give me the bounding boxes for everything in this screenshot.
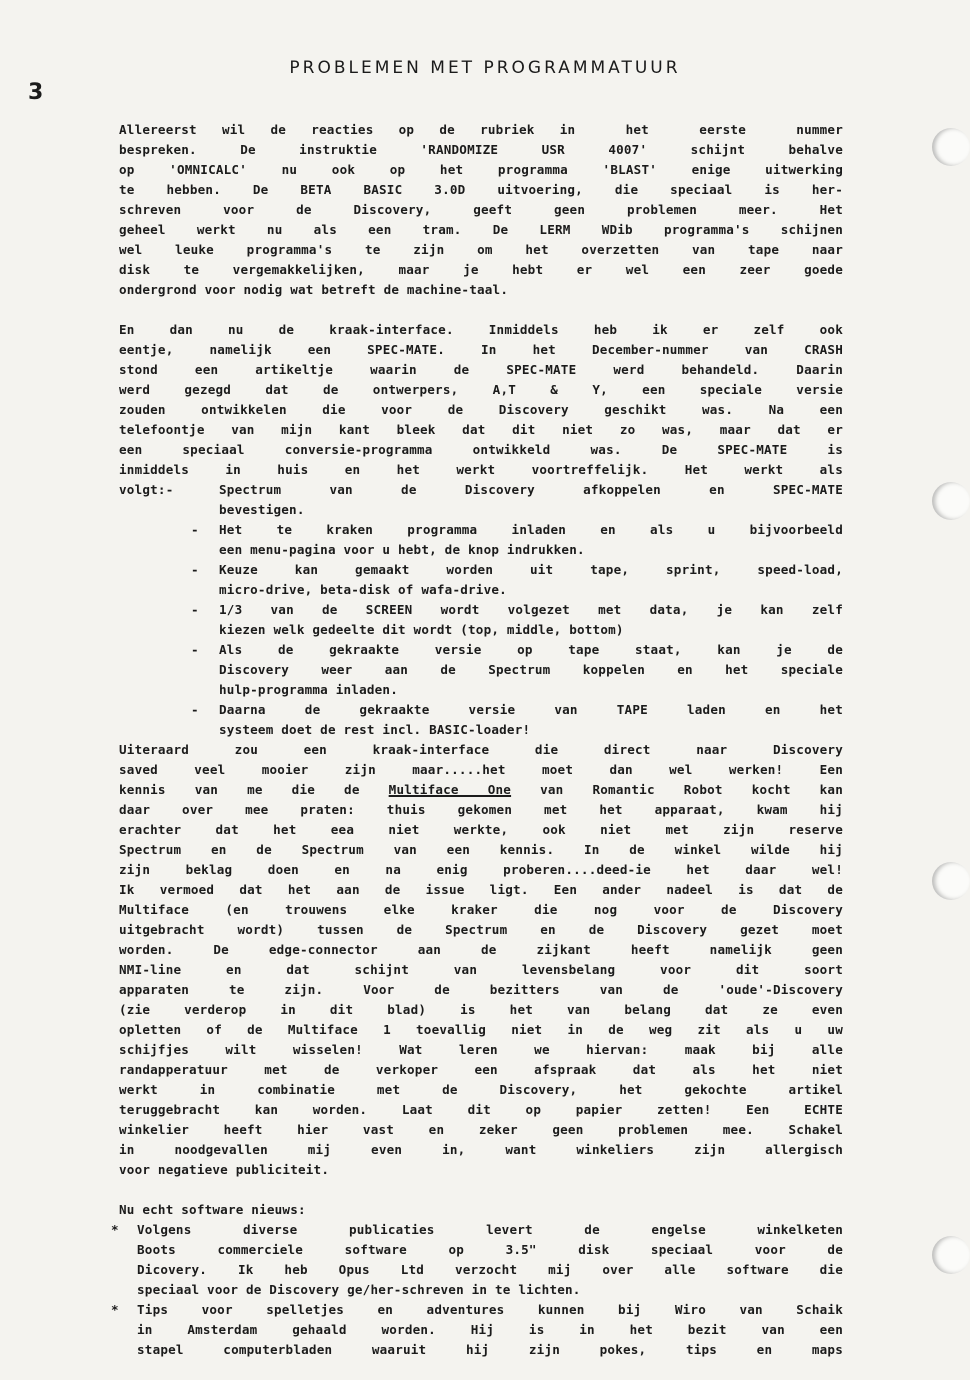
list-item bbox=[119, 700, 843, 740]
text-line: Dicovery. Ik heb Opus Ltd verzocht mij over alle software die bbox=[137, 1262, 843, 1277]
text-line: bespreken. De instruktie 'RANDOMIZE USR 4007' schijnt behalve bbox=[119, 142, 843, 157]
text-line: werd gezegd dat de ontwerpers, A,T & Y, een speciale versie bbox=[119, 382, 843, 397]
list-item bbox=[119, 520, 843, 560]
text-line: te hebben. De BETA BASIC 3.0D uitvoering, die speciaal is her- bbox=[119, 182, 843, 197]
text-line: Uiteraard zou een kraak-interface die direct naar Discovery bbox=[119, 742, 843, 757]
text-line: saved veel mooier zijn maar.....het moet dan wel werken! Een bbox=[119, 762, 843, 777]
text-line: En dan nu de kraak-interface. Inmiddels heb ik er zelf ook bbox=[119, 322, 843, 337]
text-line: geheel werkt nu als een tram. De LERM WDib programma's schijnen bbox=[119, 222, 843, 237]
text-line: Het te kraken programma inladen en als u bijvoorbeeld bbox=[219, 522, 843, 537]
text-line: NMI-line en dat schijnt van levensbelang voor dit soort bbox=[119, 962, 843, 977]
text-line: voor negatieve publiciteit. bbox=[119, 1162, 330, 1177]
list-item bbox=[119, 600, 843, 640]
text-line: hulp-programma inladen. bbox=[219, 682, 398, 697]
text-line: (zie verderop in dit blad) is het van belang dat ze even bbox=[119, 1002, 843, 1017]
text-line: 1/3 van de SCREEN wordt volgezet met data, je kan zelf bbox=[219, 602, 843, 617]
text-line: disk te vergemakkelijken, maar je hebt er wel een zeer goede bbox=[119, 262, 843, 277]
page-number: 3 bbox=[28, 80, 44, 105]
punch-hole-middle bbox=[932, 482, 970, 520]
text-line: Tips voor spelletjes en adventures kunnen bij Wiro van Schaik bbox=[137, 1302, 843, 1317]
text-line: worden. De edge-connector aan de zijkant heeft namelijk geen bbox=[119, 942, 843, 957]
underlined-product-name: Multiface One bbox=[388, 782, 512, 797]
text-line: uitgebracht wordt) tussen de Spectrum en de Discovery gezet moet bbox=[119, 922, 843, 937]
dash-marker: - bbox=[191, 642, 199, 657]
text-line: Volgens diverse publicaties levert de engelse winkelketen bbox=[137, 1222, 843, 1237]
text-line: erachter dat het eea niet werkte, ook niet met zijn reserve bbox=[119, 822, 843, 837]
bullet-item bbox=[111, 1220, 843, 1300]
text-line: een menu-pagina voor u hebt, de knop indrukken. bbox=[219, 542, 585, 557]
text-fragment: van Romantic Robot kocht kan bbox=[511, 782, 843, 797]
paragraph-reacties bbox=[119, 120, 843, 300]
text-line: eentje, namelijk een SPEC-MATE. In het December-nummer van CRASH bbox=[119, 342, 843, 357]
punch-hole-top bbox=[932, 128, 970, 166]
text-line: schreven voor de Discovery, geeft geen problemen meer. Het bbox=[119, 202, 843, 217]
text-line: wel leuke programma's te zijn om het overzetten van tape naar bbox=[119, 242, 843, 257]
text-line: randapperatuur met de verkoper een afspraak dat als het niet bbox=[119, 1062, 843, 1077]
text-line: Ik vermoed dat het aan de issue ligt. Een ander nadeel is dat de bbox=[119, 882, 843, 897]
article-body bbox=[111, 120, 843, 1380]
text-line: in Amsterdam gehaald worden. Hij is in het bezit van een bbox=[137, 1322, 843, 1337]
text-line: systeem doet de rest incl. BASIC-loader! bbox=[219, 722, 531, 737]
section-heading: Nu echt software nieuws: bbox=[119, 1202, 306, 1217]
text-line: winkelier heeft hier vast en zeker geen problemen mee. Schakel bbox=[119, 1122, 843, 1137]
text-line: stapel computerbladen waaruit hij zijn pokes, tips en maps bbox=[137, 1342, 843, 1357]
dash-marker: - bbox=[191, 602, 199, 617]
text-line: een speciaal conversie-programma ontwikkeld was. De SPEC-MATE is bbox=[119, 442, 843, 457]
asterisk-bullet-icon: * bbox=[111, 1222, 119, 1237]
text-line: micro-drive, beta-disk of wafa-drive. bbox=[219, 582, 507, 597]
text-line: zouden ontwikkelen die voor de Discovery geschikt was. Na een bbox=[119, 402, 843, 417]
text-line: Multiface (en trouwens elke kraker die nog voor de Discovery bbox=[119, 902, 843, 917]
text-line: opletten of de Multiface 1 toevallig niet in de weg zit als u uw bbox=[119, 1022, 843, 1037]
text-fragment: kennis van me die de bbox=[119, 782, 389, 797]
dash-marker: - bbox=[191, 522, 199, 537]
text-line: Allereerst wil de reacties op de rubriek in het eerste nummer bbox=[119, 122, 843, 137]
text-line: werkt in combinatie met de Discovery, het gekochte artikel bbox=[119, 1082, 843, 1097]
text-line: apparaten te zijn. Voor de bezitters van de 'oude'-Discovery bbox=[119, 982, 843, 997]
punch-hole-lower bbox=[932, 862, 970, 900]
text-line: teruggebracht kan worden. Laat dit op papier zetten! Een ECHTE bbox=[119, 1102, 843, 1117]
list-item bbox=[119, 480, 843, 520]
dash-marker: - bbox=[191, 562, 199, 577]
text-line: Spectrum en de Spectrum van een kennis. In de winkel wilde hij bbox=[119, 842, 843, 857]
text-line: kiezen welk gedeelte dit wordt (top, middle, bottom) bbox=[219, 622, 624, 637]
text-line: Daarna de gekraakte versie van TAPE laden en het bbox=[219, 702, 843, 717]
text-line: bevestigen. bbox=[219, 502, 305, 517]
text-line: Als de gekraakte versie op tape staat, kan je de bbox=[219, 642, 843, 657]
text-line: speciaal voor de Discovery ge/her-schreven in te lichten. bbox=[137, 1282, 581, 1297]
page-title: PROBLEMEN MET PROGRAMMATUUR bbox=[289, 58, 681, 78]
list-item bbox=[119, 560, 843, 600]
list-intro: volgt:- bbox=[119, 482, 174, 497]
text-line: zijn beklag doen en na enig proberen....deed-ie het daar wel! bbox=[119, 862, 843, 877]
text-line: ondergrond voor nodig wat betreft de machine-taal. bbox=[119, 282, 509, 297]
punch-hole-bottom bbox=[932, 1236, 970, 1274]
text-line: Boots commerciele software op 3.5" disk speciaal voor de bbox=[137, 1242, 843, 1257]
text-line: schijfjes wilt wisselen! Wat leren we hiervan: maak bij alle bbox=[119, 1042, 843, 1057]
paragraph-kraak-interface bbox=[119, 320, 843, 1180]
text-line: daar over mee praten: thuis gekomen met het apparaat, kwam hij bbox=[119, 802, 843, 817]
dash-marker: - bbox=[191, 702, 199, 717]
text-line: in noodgevallen mij even in, want winkeliers zijn allergisch bbox=[119, 1142, 843, 1157]
asterisk-bullet-icon: * bbox=[111, 1302, 119, 1317]
text-line: telefoontje van mijn kant bleek dat dit niet zo was, maar dat er bbox=[119, 422, 843, 437]
text-line: stond een artikeltje waarin de SPEC-MATE werd behandeld. Daarin bbox=[119, 362, 843, 377]
text-line bbox=[119, 780, 843, 800]
list-item bbox=[119, 640, 843, 700]
text-line: Discovery weer aan de Spectrum koppelen en het speciale bbox=[219, 662, 843, 677]
bullet-item bbox=[111, 1300, 843, 1360]
paragraph-software-nieuws bbox=[111, 1200, 843, 1360]
text-line: Spectrum van de Discovery afkoppelen en SPEC-MATE bbox=[219, 482, 843, 497]
text-line: inmiddels in huis en het werkt voortreffelijk. Het werkt als bbox=[119, 462, 843, 477]
text-line: Keuze kan gemaakt worden uit tape, sprint, speed-load, bbox=[219, 562, 843, 577]
text-line: op 'OMNICALC' nu ook op het programma 'BLAST' enige uitwerking bbox=[119, 162, 843, 177]
